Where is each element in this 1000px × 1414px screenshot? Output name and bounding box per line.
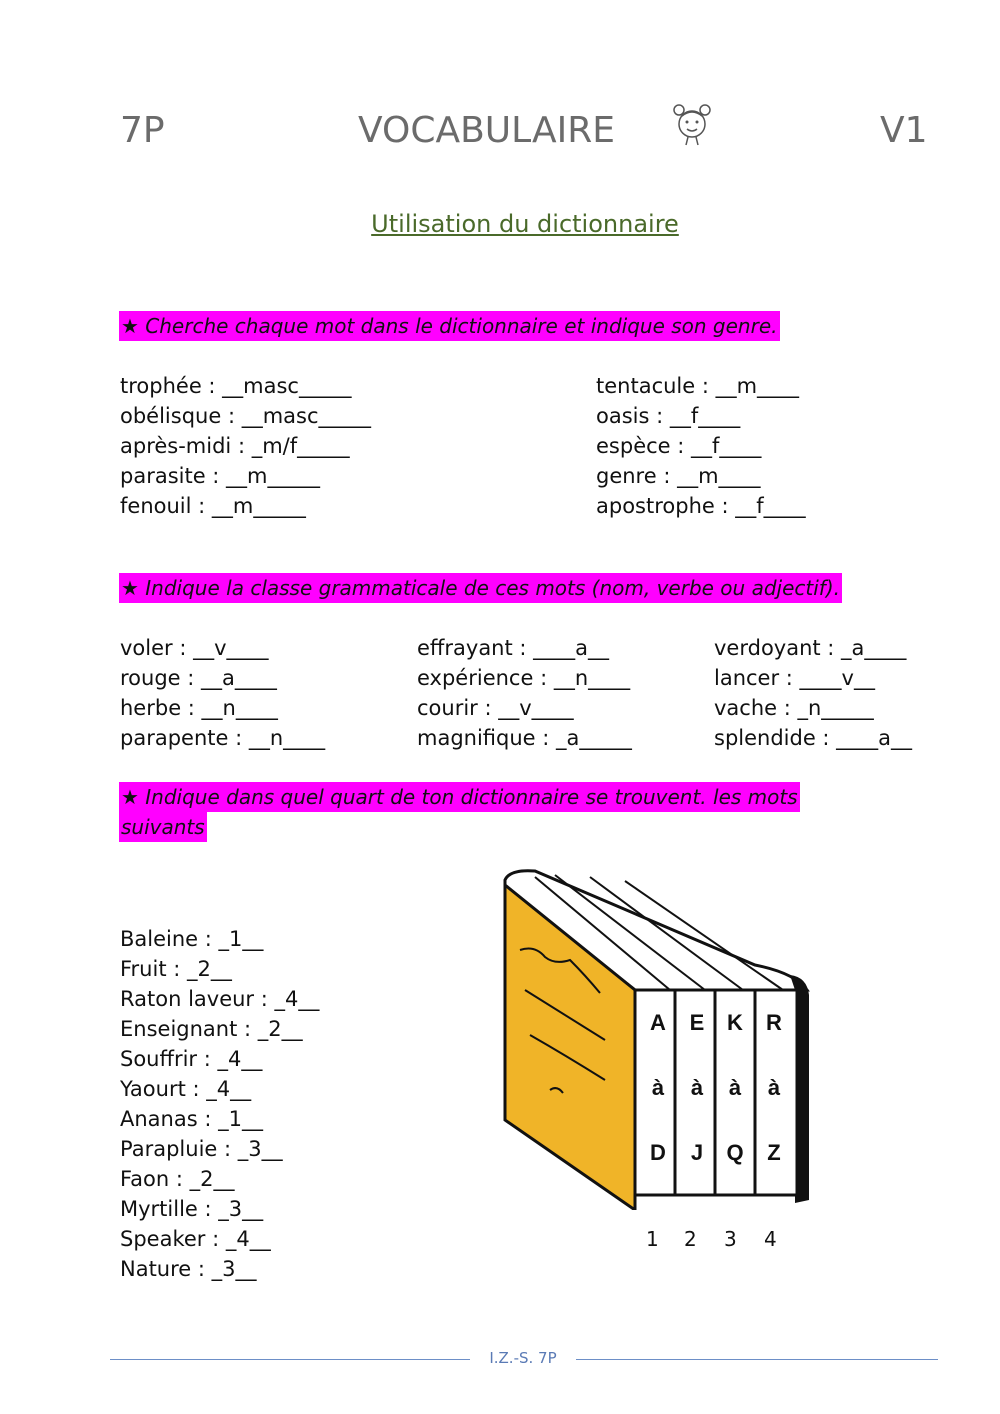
spine-2 xyxy=(679,1010,715,1166)
quarter-number: 2 xyxy=(684,1227,697,1251)
spine-4-sep: à xyxy=(767,1075,781,1100)
instruction-classe: ★ Indique la classe grammaticale de ces mots (nom, verbe ou adjectif). xyxy=(119,573,842,603)
list-item: Yaourt : _4__ xyxy=(120,1077,252,1101)
list-item: obélisque : __masc_____ xyxy=(120,404,372,428)
version-label: V1 xyxy=(880,110,928,151)
quarter-number: 4 xyxy=(764,1227,777,1251)
list-item: après-midi : _m/f_____ xyxy=(120,434,350,458)
classe-list-col3 xyxy=(714,633,912,753)
spine-1-sep: à xyxy=(651,1075,665,1100)
spine-2-to: J xyxy=(690,1140,704,1165)
classe-list-col1 xyxy=(120,633,325,753)
quarter-number: 3 xyxy=(724,1227,737,1251)
spine-2-from: E xyxy=(689,1010,705,1035)
list-item: Souffrir : _4__ xyxy=(120,1047,263,1071)
spine-1 xyxy=(640,1010,676,1166)
quarter-number: 1 xyxy=(646,1227,659,1251)
list-item: herbe : __n____ xyxy=(120,696,278,720)
list-item: effrayant : ____a__ xyxy=(417,636,610,660)
footer-divider-left xyxy=(110,1359,470,1360)
genre-list-left xyxy=(120,371,371,521)
spine-3-sep: à xyxy=(728,1075,742,1100)
spine-1-from: A xyxy=(650,1010,666,1035)
list-item: fenouil : __m_____ xyxy=(120,494,306,518)
list-item: parasite : __m_____ xyxy=(120,464,321,488)
instruction-genre: ★ Cherche chaque mot dans le dictionnaire et indique son genre. xyxy=(119,311,780,341)
list-item: magnifique : _a_____ xyxy=(417,726,632,750)
instruction-quart-line1: ★ Indique dans quel quart de ton dictionnaire se trouvent. les mots xyxy=(119,782,800,812)
list-item: apostrophe : __f____ xyxy=(596,494,806,518)
level-label: 7P xyxy=(120,110,165,151)
subtitle: Utilisation du dictionnaire xyxy=(371,210,679,238)
list-item: Baleine : _1__ xyxy=(120,927,264,951)
list-item: lancer : ____v__ xyxy=(714,666,875,690)
page-title: VOCABULAIRE xyxy=(358,110,616,151)
classe-list-col2 xyxy=(417,633,632,753)
spine-4 xyxy=(756,1010,792,1166)
spine-3-from: K xyxy=(727,1010,743,1035)
list-item: Raton laveur : _4__ xyxy=(120,987,320,1011)
list-item: Enseignant : _2__ xyxy=(120,1017,303,1041)
genre-list-right xyxy=(596,371,806,521)
instruction-quart-line2: suivants xyxy=(119,812,207,842)
spine-2-sep: à xyxy=(690,1075,704,1100)
list-item: Faon : _2__ xyxy=(120,1167,235,1191)
list-item: expérience : __n____ xyxy=(417,666,631,690)
list-item: vache : _n_____ xyxy=(714,696,874,720)
girl-face-icon xyxy=(668,100,716,148)
list-item: Nature : _3__ xyxy=(120,1257,257,1281)
list-item: verdoyant : _a____ xyxy=(714,636,907,660)
spine-4-from: R xyxy=(766,1010,782,1035)
list-item: parapente : __n____ xyxy=(120,726,326,750)
quart-list xyxy=(120,924,319,1284)
list-item: courir : __v____ xyxy=(417,696,574,720)
spine-3 xyxy=(717,1010,753,1166)
list-item: tentacule : __m____ xyxy=(596,374,800,398)
list-item: Fruit : _2__ xyxy=(120,957,232,981)
list-item: Ananas : _1__ xyxy=(120,1107,263,1131)
list-item: voler : __v____ xyxy=(120,636,269,660)
list-item: genre : __m____ xyxy=(596,464,761,488)
list-item: splendide : ____a__ xyxy=(714,726,913,750)
footer-divider-right xyxy=(576,1359,938,1360)
spine-1-to: D xyxy=(650,1140,666,1165)
spine-3-to: Q xyxy=(726,1140,744,1165)
list-item: rouge : __a____ xyxy=(120,666,277,690)
list-item: Myrtille : _3__ xyxy=(120,1197,264,1221)
list-item: oasis : __f____ xyxy=(596,404,741,428)
spine-4-to: Z xyxy=(767,1140,781,1165)
footer-text: I.Z.-S. 7P xyxy=(489,1349,557,1367)
list-item: Speaker : _4__ xyxy=(120,1227,271,1251)
list-item: Parapluie : _3__ xyxy=(120,1137,283,1161)
list-item: espèce : __f____ xyxy=(596,434,762,458)
list-item: trophée : __masc_____ xyxy=(120,374,352,398)
